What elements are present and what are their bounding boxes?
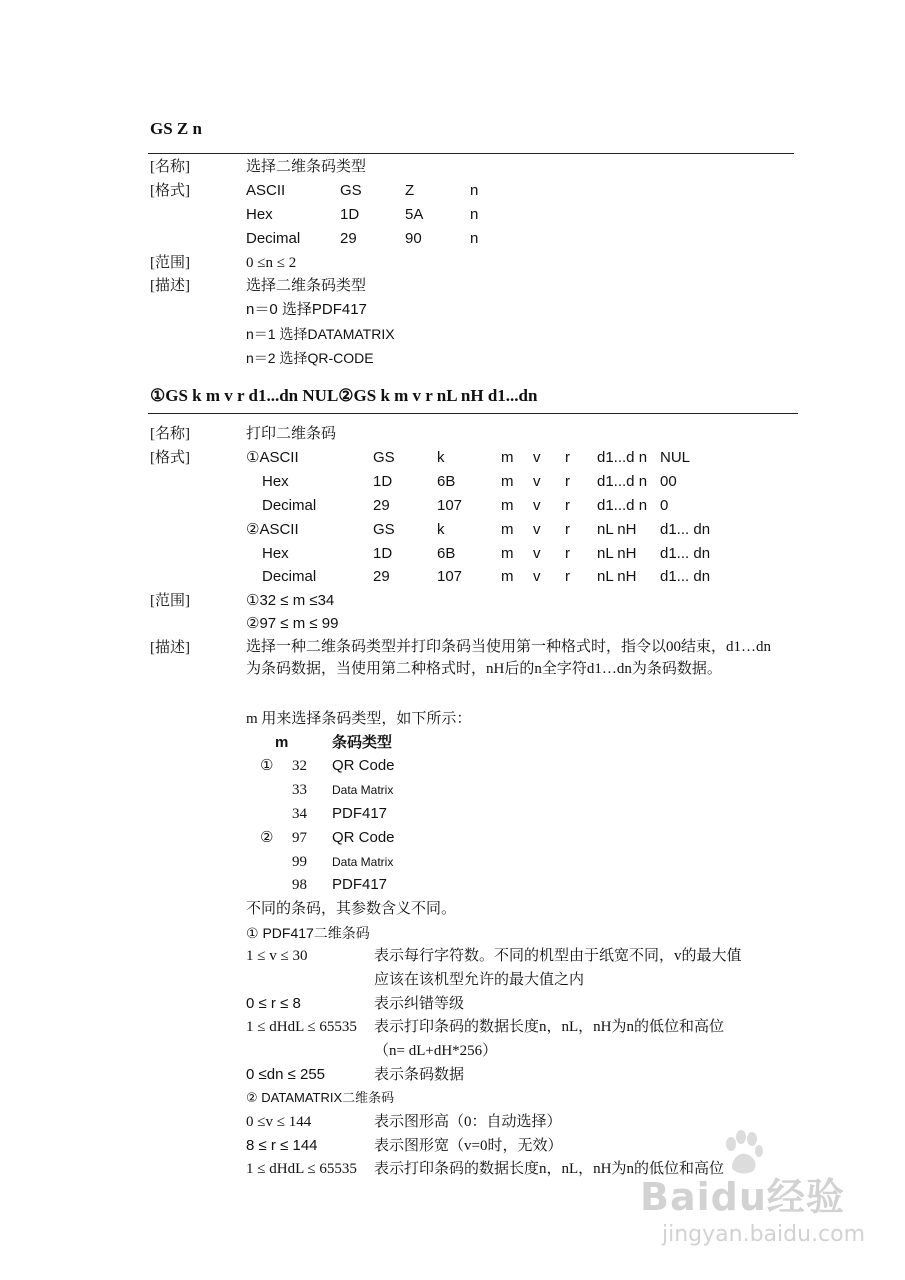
m-type: PDF417 bbox=[332, 805, 388, 822]
format-cell: m bbox=[501, 545, 514, 562]
format-cell: n bbox=[470, 182, 479, 199]
format-cell: Hex bbox=[262, 545, 289, 562]
format-cell: Hex bbox=[246, 206, 273, 223]
format-cell: d1...d n bbox=[597, 497, 648, 514]
format-cell: v bbox=[533, 449, 541, 466]
format-cell: v bbox=[533, 568, 541, 585]
range-line: ②97 ≤ m ≤ 99 bbox=[246, 615, 339, 632]
format-cell: 00 bbox=[660, 473, 677, 490]
param-desc: 表示打印条码的数据长度n，nL，nH为n的低位和高位 bbox=[374, 1019, 724, 1035]
format-cell: Hex bbox=[262, 473, 289, 490]
format-cell: d1...d n bbox=[597, 473, 648, 490]
format-label: [格式] bbox=[150, 183, 190, 199]
format-cell: 6B bbox=[437, 473, 456, 490]
format-cell: 29 bbox=[373, 497, 390, 514]
format-cell: v bbox=[533, 473, 541, 490]
format-cell: ②ASCII bbox=[246, 521, 299, 538]
format-cell: nL nH bbox=[597, 568, 637, 585]
param-range: 1 ≤ dHdL ≤ 65535 bbox=[246, 1019, 357, 1035]
format-cell: 0 bbox=[660, 497, 669, 514]
m-table-header: m bbox=[275, 734, 289, 751]
m-type: PDF417 bbox=[332, 876, 388, 893]
desc-label: [描述] bbox=[150, 640, 190, 656]
format-cell: n bbox=[470, 206, 479, 223]
m-type: Data Matrix bbox=[332, 783, 394, 797]
format-cell: NUL bbox=[660, 449, 691, 466]
param-desc: 应该在该机型允许的最大值之内 bbox=[374, 972, 585, 988]
format-cell: 90 bbox=[405, 230, 422, 247]
format-cell: d1... dn bbox=[660, 521, 711, 538]
baidu-logo-text: Baidu经验 bbox=[640, 1175, 845, 1219]
format-cell: d1... dn bbox=[660, 545, 711, 562]
watermark-url: jingyan.baidu.com bbox=[662, 1222, 866, 1247]
m-value: 98 bbox=[292, 877, 307, 893]
param-desc: 表示条码数据 bbox=[374, 1067, 465, 1083]
desc-line: n＝2 选择QR-CODE bbox=[246, 350, 374, 366]
format-cell: 6B bbox=[437, 545, 456, 562]
format-cell: 29 bbox=[340, 230, 357, 247]
format-cell: d1...d n bbox=[597, 449, 648, 466]
format-cell: k bbox=[437, 449, 445, 466]
param-desc: 表示每行字符数。不同的机型由于纸宽不同，v的最大值 bbox=[374, 948, 742, 964]
format-cell: 5A bbox=[405, 206, 424, 223]
param-desc: 表示图形宽（v=0时，无效） bbox=[374, 1138, 563, 1154]
m-group-marker: ① bbox=[260, 758, 274, 774]
format-cell: Decimal bbox=[246, 230, 301, 247]
section-divider bbox=[148, 153, 794, 154]
m-value: 34 bbox=[292, 806, 307, 822]
section-title-gs-z-n: GS Z n bbox=[150, 119, 202, 138]
range-label: [范围] bbox=[150, 593, 190, 609]
format-cell: 29 bbox=[373, 568, 390, 585]
m-type: QR Code bbox=[332, 829, 395, 846]
format-cell: m bbox=[501, 449, 514, 466]
param-desc: 表示纠错等级 bbox=[374, 996, 465, 1012]
format-cell: n bbox=[470, 230, 479, 247]
format-cell: Decimal bbox=[262, 497, 317, 514]
format-cell: GS bbox=[340, 182, 362, 199]
desc-label: [描述] bbox=[150, 278, 190, 294]
range-label: [范围] bbox=[150, 255, 190, 271]
format-cell: r bbox=[565, 545, 570, 562]
param-range: 0 ≤ r ≤ 8 bbox=[246, 995, 301, 1012]
param-desc: （n= dL+dH*256） bbox=[374, 1043, 498, 1059]
format-cell: nL nH bbox=[597, 521, 637, 538]
format-cell: Z bbox=[405, 182, 415, 199]
m-value: 97 bbox=[292, 830, 307, 846]
name-label: [名称] bbox=[150, 426, 190, 442]
desc-line: 选择二维条码类型 bbox=[246, 278, 367, 294]
format-cell: 1D bbox=[373, 545, 393, 562]
m-type: Data Matrix bbox=[332, 855, 394, 869]
desc-line: n＝0 选择PDF417 bbox=[246, 301, 367, 318]
format-cell: m bbox=[501, 568, 514, 585]
format-cell: 1D bbox=[373, 473, 393, 490]
format-cell: r bbox=[565, 568, 570, 585]
range-line: ①32 ≤ m ≤34 bbox=[246, 592, 335, 609]
m-value: 33 bbox=[292, 782, 307, 798]
param-range: 1 ≤ v ≤ 30 bbox=[246, 948, 308, 964]
format-cell: Decimal bbox=[262, 568, 317, 585]
format-cell: 107 bbox=[437, 497, 463, 514]
format-cell: v bbox=[533, 545, 541, 562]
format-cell: m bbox=[501, 473, 514, 490]
name-value: 打印二维条码 bbox=[246, 426, 337, 442]
format-cell: r bbox=[565, 497, 570, 514]
m-type: QR Code bbox=[332, 757, 395, 774]
desc-paragraph: 选择一种二维条码类型并打印条码当使用第一种格式时，指令以00结束，d1…dn为条码数据，当使用第二种格式时，nH后的n全字符d1…dn为条码数据。 bbox=[246, 639, 772, 677]
format-cell: 107 bbox=[437, 568, 463, 585]
format-cell: GS bbox=[373, 449, 395, 466]
param-range: 1 ≤ dHdL ≤ 65535 bbox=[246, 1161, 357, 1177]
format-cell: k bbox=[437, 521, 445, 538]
desc-line: n＝1 选择DATAMATRIX bbox=[246, 326, 395, 342]
param-desc: 表示打印条码的数据长度n，nL，nH为n的低位和高位 bbox=[374, 1161, 724, 1177]
format-cell: v bbox=[533, 497, 541, 514]
format-cell: r bbox=[565, 449, 570, 466]
range-value: 0 ≤n ≤ 2 bbox=[246, 255, 297, 271]
format-cell: ①ASCII bbox=[246, 449, 299, 466]
param-range: 8 ≤ r ≤ 144 bbox=[246, 1137, 318, 1154]
param-desc: 表示图形高（0：自动选择） bbox=[374, 1114, 562, 1130]
m-intro: m 用来选择条码类型，如下所示： bbox=[246, 711, 472, 727]
format-cell: r bbox=[565, 473, 570, 490]
format-cell: nL nH bbox=[597, 545, 637, 562]
param-range: 0 ≤dn ≤ 255 bbox=[246, 1066, 326, 1083]
section-title-gs-k: ①GS k m v r d1...dn NUL②GS k m v r nL nH d1...dn bbox=[150, 386, 538, 405]
m-table-header: 条码类型 bbox=[332, 735, 393, 751]
format-cell: 1D bbox=[340, 206, 360, 223]
pdf417-heading: ① PDF417二维条码 bbox=[246, 925, 370, 941]
format-cell: m bbox=[501, 521, 514, 538]
format-cell: GS bbox=[373, 521, 395, 538]
m-group-marker: ② bbox=[260, 830, 274, 846]
section-divider bbox=[148, 413, 798, 414]
param-note: 不同的条码，其参数含义不同。 bbox=[246, 901, 457, 917]
param-range: 0 ≤v ≤ 144 bbox=[246, 1114, 312, 1130]
format-cell: r bbox=[565, 521, 570, 538]
format-label: [格式] bbox=[150, 450, 190, 466]
datamatrix-heading: ② DATAMATRIX二维条码 bbox=[246, 1090, 395, 1105]
name-label: [名称] bbox=[150, 159, 190, 175]
format-cell: v bbox=[533, 521, 541, 538]
name-value: 选择二维条码类型 bbox=[246, 159, 367, 175]
m-value: 99 bbox=[292, 854, 307, 870]
format-cell: ASCII bbox=[246, 182, 286, 199]
m-value: 32 bbox=[292, 758, 307, 774]
format-cell: m bbox=[501, 497, 514, 514]
format-cell: d1... dn bbox=[660, 568, 711, 585]
